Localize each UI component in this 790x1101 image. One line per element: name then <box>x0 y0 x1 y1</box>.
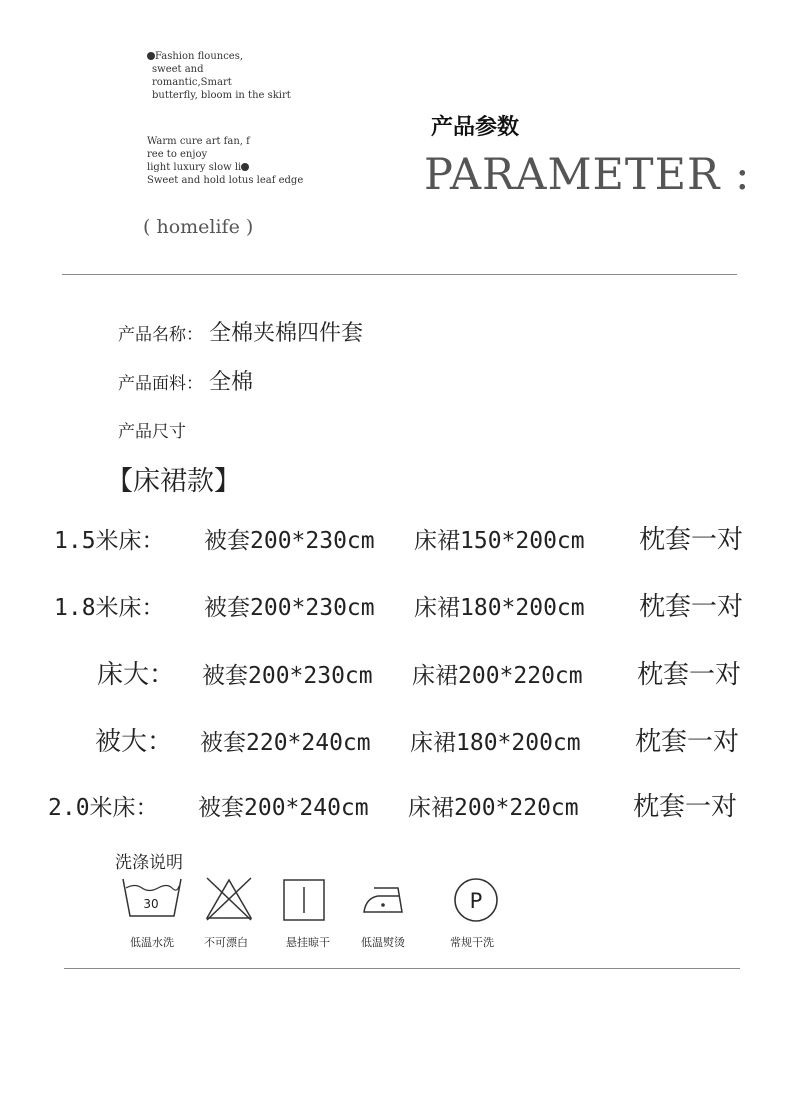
quilt-cover-size: 被套200*240cm <box>198 795 369 821</box>
bed-skirt-size: 床裙200*220cm <box>412 663 583 689</box>
bed-skirt-size: 床裙180*200cm <box>414 595 585 621</box>
product-material-row <box>118 365 253 396</box>
product-size-label: 产品尺寸 <box>118 422 186 442</box>
wash-temp: 30 <box>143 897 159 911</box>
section-title-en: PARAMETER : <box>424 150 751 200</box>
product-material-label: 产品面料： <box>118 374 203 394</box>
size-row <box>0 721 790 757</box>
homelife-tag: ( homelife ) <box>143 216 254 238</box>
care-label-dryclean: 常规干洗 <box>450 936 494 949</box>
hang-dry-icon <box>283 879 325 921</box>
pillow-case: 枕套一对 <box>635 727 740 757</box>
product-size-row <box>118 417 186 442</box>
pillow-case: 枕套一对 <box>637 660 742 690</box>
wash-tub-icon <box>120 876 184 922</box>
poem-block-2 <box>147 135 303 187</box>
care-label-bleach: 不可漂白 <box>204 936 248 949</box>
care-label-dry: 悬挂晾干 <box>286 936 330 949</box>
poem-line: butterfly, bloom in the skirt <box>152 90 291 101</box>
iron-low-icon <box>362 882 414 918</box>
quilt-cover-size: 被套200*230cm <box>202 663 373 689</box>
no-bleach-icon <box>203 876 255 922</box>
divider-top <box>62 274 737 275</box>
bed-size: 1.5米床： <box>54 528 165 554</box>
poem-line: Sweet and hold lotus leaf edge <box>147 175 304 186</box>
section-title-cn: 产品参数 <box>431 115 520 140</box>
product-name-label: 产品名称： <box>118 325 203 345</box>
dryclean-letter: P <box>469 889 483 913</box>
care-title: 洗涤说明 <box>115 853 183 873</box>
bullet-dot-icon <box>241 163 249 171</box>
pillow-case: 枕套一对 <box>639 525 744 555</box>
quilt-cover-size: 被套200*230cm <box>204 595 375 621</box>
divider-bottom <box>64 968 740 969</box>
size-row <box>0 519 790 555</box>
style-heading: 【床裙款】 <box>106 466 241 497</box>
product-name-value: 全棉夹棉四件套 <box>209 321 364 346</box>
bed-size: 被大： <box>95 727 174 757</box>
care-label-wash: 低温水洗 <box>130 936 174 949</box>
bed-skirt-size: 床裙200*220cm <box>408 795 579 821</box>
bed-skirt-size: 床裙150*200cm <box>414 528 585 554</box>
poem-line: romantic,Smart <box>152 77 232 88</box>
poem-line: sweet and <box>152 64 204 75</box>
poem-block-1 <box>147 50 291 102</box>
bed-size: 1.8米床： <box>54 595 165 621</box>
size-row <box>0 786 790 822</box>
poem-line: Warm cure art fan, f <box>147 136 250 147</box>
quilt-cover-size: 被套220*240cm <box>200 730 371 756</box>
pillow-case: 枕套一对 <box>639 592 744 622</box>
poem-line: ree to enjoy <box>147 149 208 160</box>
bed-size: 床大： <box>97 660 176 690</box>
product-material-value: 全棉 <box>209 370 254 395</box>
pillow-case: 枕套一对 <box>633 792 738 822</box>
bed-skirt-size: 床裙180*200cm <box>410 730 581 756</box>
product-name-row <box>118 316 363 347</box>
bullet-dot-icon <box>147 52 155 60</box>
dry-clean-p-icon <box>453 877 499 923</box>
care-label-iron: 低温熨烫 <box>361 936 405 949</box>
quilt-cover-size: 被套200*230cm <box>204 528 375 554</box>
poem-line: light luxury slow li <box>147 162 242 173</box>
poem-line: Fashion flounces, <box>155 51 244 62</box>
size-row <box>0 654 790 690</box>
size-row <box>0 586 790 622</box>
bed-size: 2.0米床： <box>48 795 159 821</box>
